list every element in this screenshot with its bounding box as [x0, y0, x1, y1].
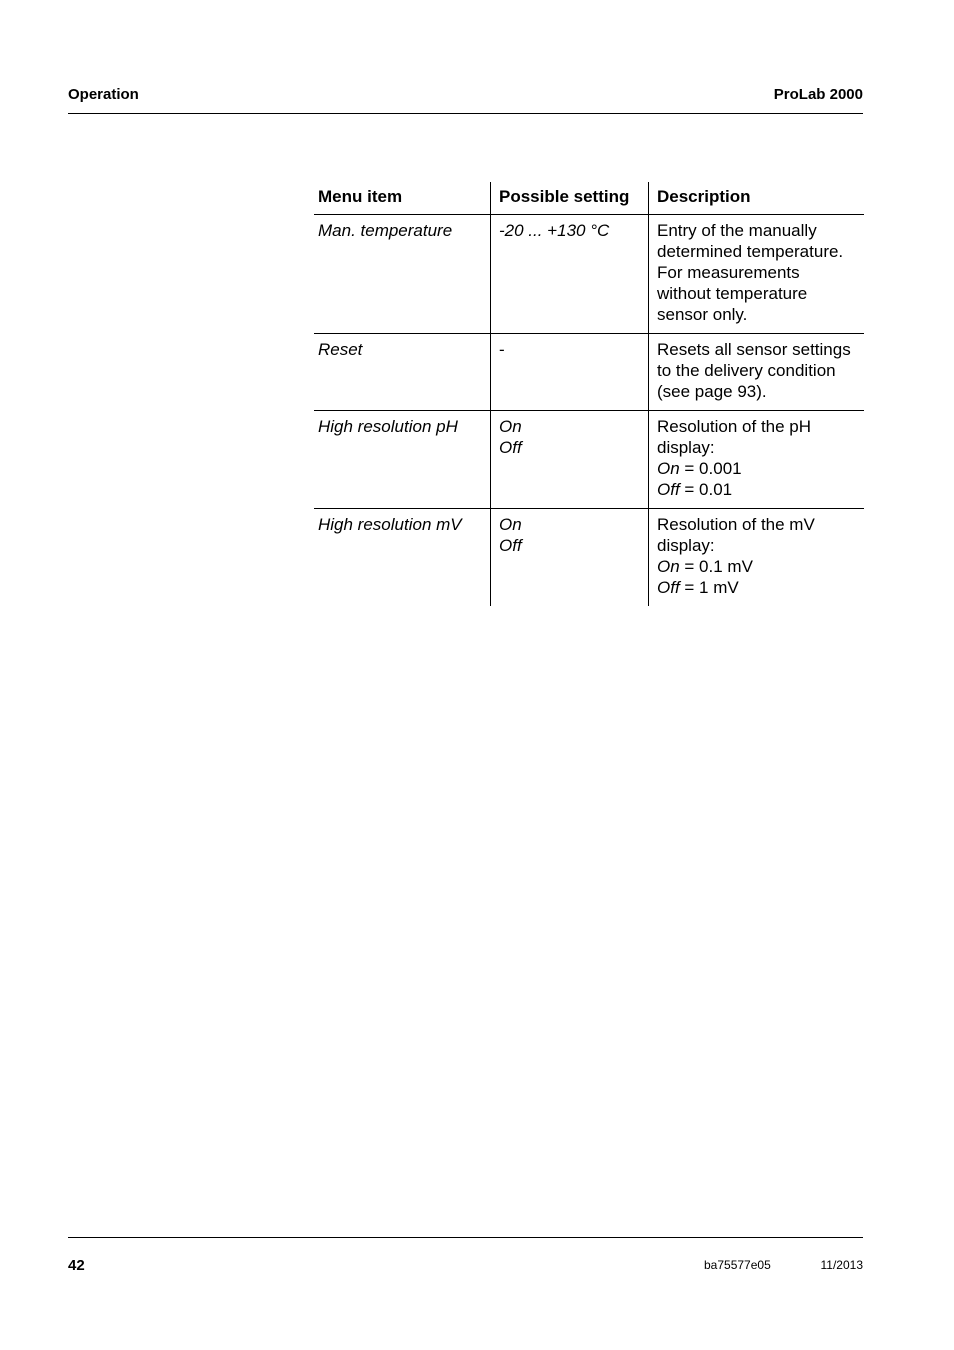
section-title: Operation — [68, 86, 139, 103]
setting-value: - — [499, 340, 505, 359]
table-row — [314, 334, 864, 411]
description-line: sensor only. — [657, 305, 748, 324]
column-header-possible-setting: Possible setting — [491, 182, 649, 215]
description-line: Entry of the manually — [657, 221, 817, 240]
description-line: to the delivery condition — [657, 361, 836, 380]
description-cell — [649, 509, 865, 607]
description-line: display: — [657, 536, 715, 555]
description-line: Resolution of the mV — [657, 515, 815, 534]
document-id: ba75577e05 — [704, 1258, 771, 1272]
description-line: (see page 93). — [657, 382, 767, 401]
setting-cell — [491, 411, 649, 509]
table-header-row — [314, 182, 864, 215]
publication-date: 11/2013 — [820, 1258, 863, 1272]
description-value-line — [657, 479, 860, 500]
description-line: display: — [657, 438, 715, 457]
value-text: = 0.01 — [679, 480, 733, 499]
description-value-line — [657, 458, 860, 479]
table-row — [314, 509, 864, 607]
page-header — [68, 86, 863, 114]
menu-item-cell: High resolution mV — [318, 515, 462, 534]
setting-value: On — [499, 515, 522, 534]
value-text: = 0.001 — [679, 459, 742, 478]
description-cell — [649, 411, 865, 509]
setting-cell — [491, 334, 649, 411]
description-line: Resets all sensor settings — [657, 340, 851, 359]
setting-value: Off — [499, 536, 522, 555]
setting-cell — [491, 509, 649, 607]
setting-value: Off — [499, 438, 522, 457]
setting-value: -20 ... +130 °C — [499, 221, 610, 240]
value-key: On — [657, 557, 680, 576]
setting-value: On — [499, 417, 522, 436]
product-name: ProLab 2000 — [773, 86, 863, 103]
description-line: without temperature — [657, 284, 808, 303]
menu-item-cell: Man. temperature — [314, 215, 491, 334]
description-value-line — [657, 556, 860, 577]
column-header-description: Description — [649, 182, 865, 215]
value-text: = 1 mV — [679, 578, 739, 597]
table-row — [314, 411, 864, 509]
table-row — [314, 215, 864, 334]
setting-cell — [491, 215, 649, 334]
value-key: Off — [657, 578, 680, 597]
menu-item-cell: Reset — [314, 334, 491, 411]
description-cell — [649, 215, 865, 334]
value-text: = 0.1 mV — [679, 557, 753, 576]
description-line: determined temperature. — [657, 242, 844, 261]
page-footer — [68, 1237, 863, 1278]
settings-table — [314, 182, 864, 606]
description-value-line — [657, 577, 860, 598]
page-number: 42 — [68, 1257, 85, 1274]
description-cell — [649, 334, 865, 411]
value-key: On — [657, 459, 680, 478]
value-key: Off — [657, 480, 680, 499]
description-line: Resolution of the pH — [657, 417, 812, 436]
column-header-menu-item: Menu item — [314, 182, 491, 215]
description-line: For measurements — [657, 263, 800, 282]
menu-item-cell: High resolution pH — [314, 411, 491, 509]
